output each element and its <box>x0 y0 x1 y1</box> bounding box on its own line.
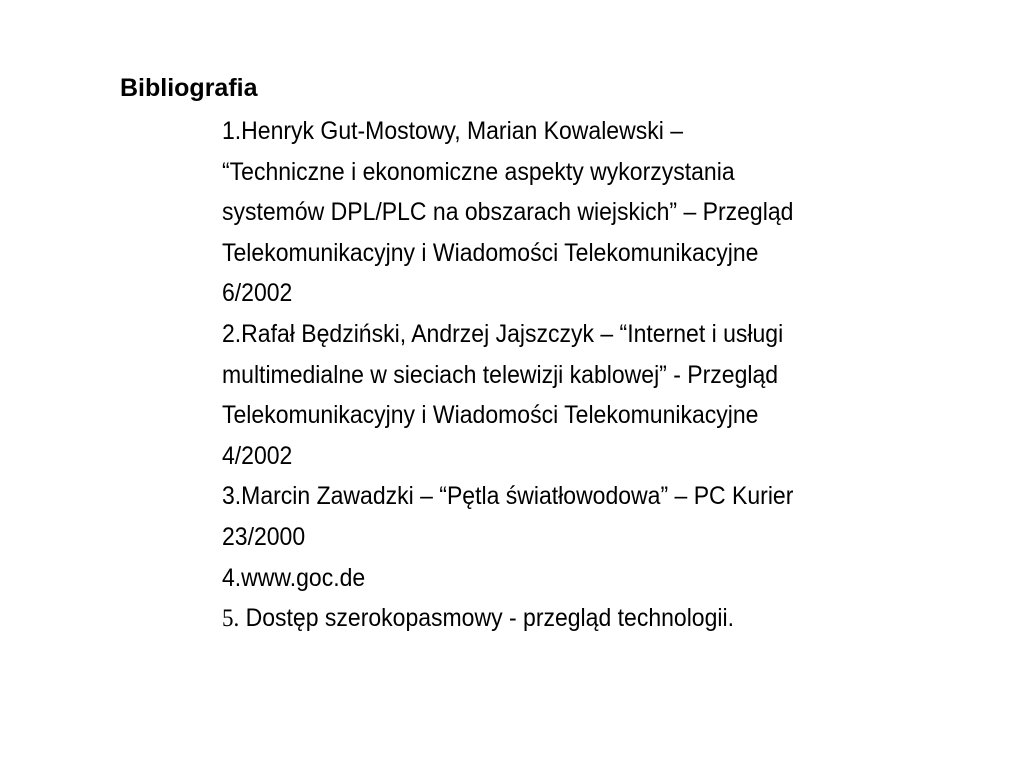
reference-line: systemów DPL/PLC na obszarach wiejskich” – Przegląd <box>222 198 794 227</box>
reference-line: 1.Henryk Gut-Mostowy, Marian Kowalewski – <box>222 117 684 145</box>
reference-line: “Techniczne i ekonomiczne aspekty wykorzystania <box>222 157 735 186</box>
reference-item-5 <box>222 598 921 640</box>
reference-list <box>222 111 921 640</box>
reference-line: 23/2000 <box>222 522 306 551</box>
reference-line <box>222 598 921 640</box>
reference-line: 3.Marcin Zawadzki – “Pętla światłowodowa” – PC Kurier <box>222 482 794 511</box>
reference-line: 4/2002 <box>222 441 293 470</box>
reference-line: 4.www.goc.de <box>222 563 366 592</box>
reference-item-1 <box>222 111 921 314</box>
reference-item-3 <box>222 476 921 557</box>
reference-item-4 <box>222 558 921 599</box>
reference-text: Dostęp szerokopasmowy - przegląd technologii. <box>239 604 735 633</box>
reference-line: 2.Rafał Będziński, Andrzej Jajszczyk – “Internet i usługi <box>222 319 784 348</box>
reference-line: multimedialne w sieciach telewizji kablowej” - Przegląd <box>222 360 779 389</box>
reference-line: 6/2002 <box>222 279 293 308</box>
reference-number: 5. <box>222 605 240 633</box>
reference-line: Telekomunikacyjny i Wiadomości Telekomunikacyjne <box>222 401 759 430</box>
bibliography-heading: Bibliografia <box>120 74 258 102</box>
reference-item-2 <box>222 314 921 476</box>
reference-line: Telekomunikacyjny i Wiadomości Telekomunikacyjne <box>222 238 759 267</box>
